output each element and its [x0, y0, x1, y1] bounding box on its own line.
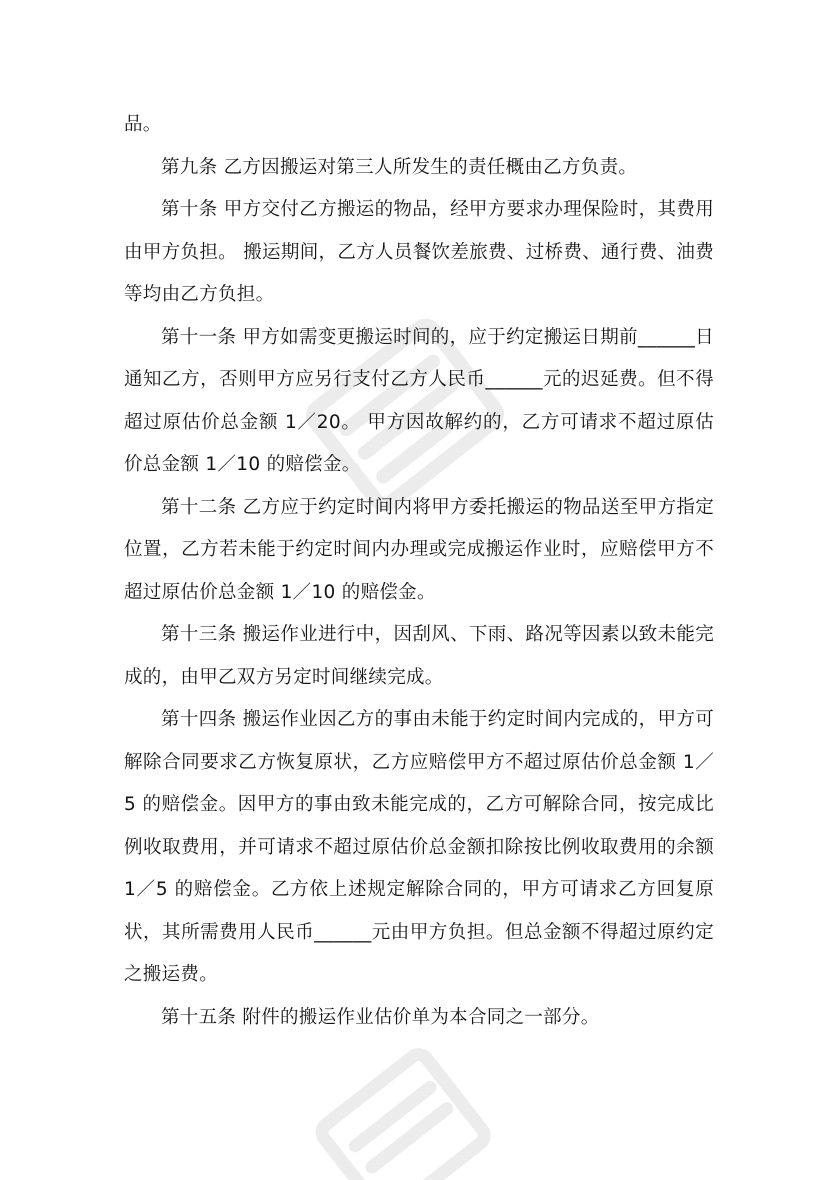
paragraph-article-12: 第十二条 乙方应于约定时间内将甲方委托搬运的物品送至甲方指定位置，乙方若未能于约定时间内办理或完成搬运作业时，应赔偿甲方不超过原估价总金额 1／10 的赔偿金。 — [124, 496, 714, 603]
paragraph-article-14: 第十四条 搬运作业因乙方的事由未能于约定时间内完成的，甲方可解除合同要求乙方恢复原状，乙方应赔偿甲方不超过原估价总金额 1／5 的赔偿金。因甲方的事由致未能完成的，乙方可解除合同，按完成比例收取费用，并可请求不超过原估价总金额扣除按比例收取费用的余额 1／5 的赔偿金。乙方依上述规定解除合同的，甲方可请求乙方回复原状，其所需费用人民币______元由甲方负担。但总金额不得超过原约定之搬运费。 — [124, 709, 714, 985]
paragraph-article-10: 第十条 甲方交付乙方搬运的物品，经甲方要求办理保险时，其费用由甲方负担。 搬运期间，乙方人员餐饮差旅费、过桥费、通行费、油费等均由乙方负担。 — [124, 199, 714, 305]
document-body — [124, 104, 714, 1039]
paragraph-article-13: 第十三条 搬运作业进行中，因刮风、下雨、路况等因素以致未能完成的，由甲乙双方另定时间继续完成。 — [124, 624, 714, 688]
paragraph-article-11: 第十一条 甲方如需变更搬运时间的，应于约定搬运日期前______日通知乙方，否则甲方应另行支付乙方人民币______元的迟延费。但不得超过原估价总金额 1／20。 甲方因故解约的，乙方可请求不超过原估价总金额 1／10 的赔偿金。 — [124, 326, 714, 475]
paragraph-article-15: 第十五条 附件的搬运作业估价单为本合同之一部分。 — [161, 1006, 600, 1028]
paragraph-continuation: 品。 — [124, 114, 162, 135]
watermark-stamp-icon — [300, 1030, 500, 1180]
paragraph-article-9: 第九条 乙方因搬运对第三人所发生的责任概由乙方负责。 — [161, 156, 638, 178]
